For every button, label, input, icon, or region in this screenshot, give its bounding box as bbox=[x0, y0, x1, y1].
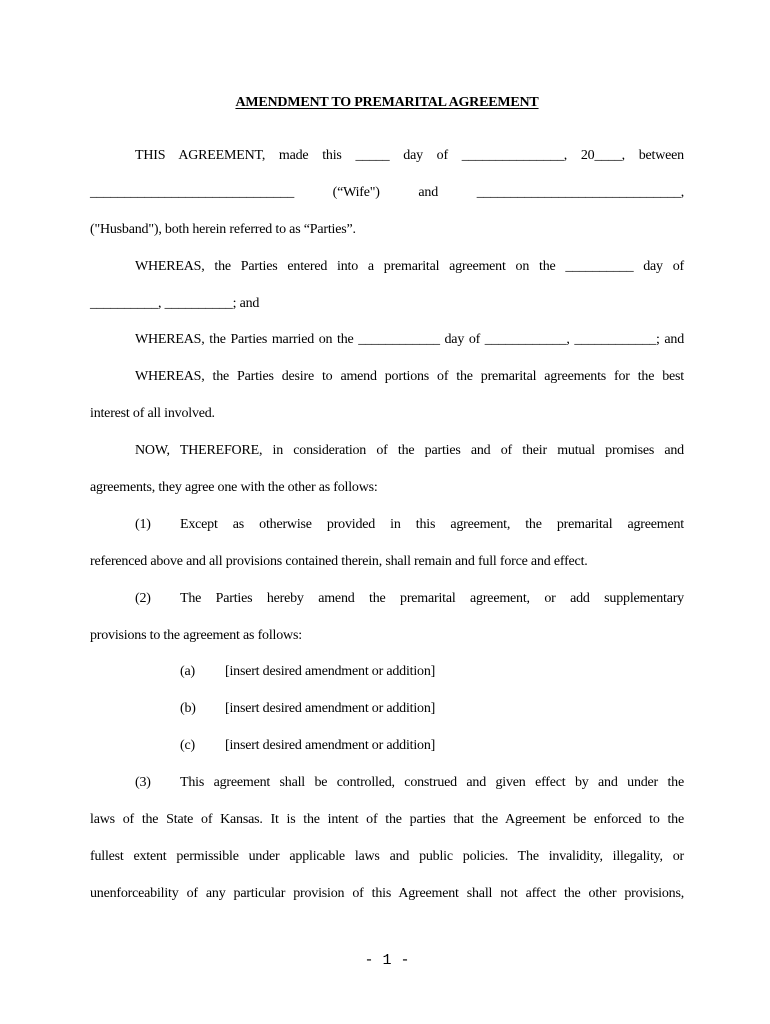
doc-line-text: WHEREAS, the Parties entered into a premarital agreement on the __________ day of bbox=[135, 258, 684, 274]
doc-line bbox=[90, 249, 684, 286]
doc-line-text: WHEREAS, the Parties desire to amend portions of the premarital agreements for the best bbox=[135, 369, 684, 385]
clause-marker: (2) bbox=[135, 590, 151, 606]
doc-line bbox=[90, 654, 684, 691]
doc-line-text: [insert desired amendment or addition] bbox=[225, 738, 436, 754]
doc-line bbox=[90, 175, 684, 212]
clause-marker: (1) bbox=[135, 516, 151, 532]
doc-line-text: THIS AGREEMENT, made this _____ day of _______________, 20____, between bbox=[135, 148, 684, 163]
doc-line-text: provisions to the agreement as follows: bbox=[90, 627, 302, 643]
document-title bbox=[90, 84, 684, 121]
doc-line bbox=[90, 286, 684, 323]
doc-line bbox=[90, 212, 684, 249]
doc-line bbox=[90, 138, 684, 175]
doc-line-text: referenced above and all provisions contained therein, shall remain and full force and effect. bbox=[90, 553, 588, 569]
clause-marker: (3) bbox=[135, 775, 151, 791]
doc-line-text: ______________________________ (“Wife") and ______________________________, bbox=[90, 184, 684, 200]
doc-line bbox=[90, 470, 684, 507]
document-body bbox=[90, 84, 684, 913]
doc-line-text: [insert desired amendment or addition] bbox=[225, 664, 436, 680]
doc-line bbox=[90, 581, 684, 618]
doc-line-text: unenforceability of any particular provision of this Agreement shall not affect the other provisions, bbox=[90, 885, 684, 901]
doc-line-text: Except as otherwise provided in this agreement, the premarital agreement bbox=[180, 516, 684, 532]
doc-line-text: NOW, THEREFORE, in consideration of the parties and of their mutual promises and bbox=[135, 443, 684, 459]
doc-line-text: ("Husband"), both herein referred to as “Parties”. bbox=[90, 221, 356, 237]
doc-line-text: This agreement shall be controlled, construed and given effect by and under the bbox=[180, 775, 684, 791]
doc-line bbox=[90, 359, 684, 396]
doc-line bbox=[90, 691, 684, 728]
page-number: - 1 - bbox=[364, 952, 410, 969]
doc-line-text: [insert desired amendment or addition] bbox=[225, 701, 436, 717]
doc-line bbox=[90, 433, 684, 470]
subclause-marker: (c) bbox=[180, 738, 195, 754]
doc-line-text: fullest extent permissible under applicable laws and public policies. The invalidity, illegality, or bbox=[90, 848, 684, 864]
doc-line bbox=[90, 322, 684, 359]
doc-line bbox=[90, 876, 684, 913]
doc-line bbox=[90, 728, 684, 765]
doc-line bbox=[90, 839, 684, 876]
doc-line bbox=[90, 802, 684, 839]
doc-line bbox=[90, 544, 684, 581]
doc-line-text: agreements, they agree one with the other as follows: bbox=[90, 480, 378, 496]
subclause-marker: (a) bbox=[180, 664, 195, 680]
doc-line-text: laws of the State of Kansas. It is the intent of the parties that the Agreement be enforced to the bbox=[90, 812, 684, 828]
doc-line-text: WHEREAS, the Parties married on the ____________ day of ____________, ____________; and bbox=[135, 332, 684, 348]
doc-line bbox=[90, 765, 684, 802]
doc-line-text: The Parties hereby amend the premarital agreement, or add supplementary bbox=[180, 590, 684, 606]
doc-line bbox=[90, 618, 684, 655]
doc-line bbox=[90, 396, 684, 433]
doc-line-text: __________, __________; and bbox=[90, 295, 260, 311]
subclause-marker: (b) bbox=[180, 701, 196, 717]
doc-line bbox=[90, 507, 684, 544]
document-title-text: AMENDMENT TO PREMARITAL AGREEMENT bbox=[235, 95, 539, 110]
doc-line-text: interest of all involved. bbox=[90, 406, 215, 422]
